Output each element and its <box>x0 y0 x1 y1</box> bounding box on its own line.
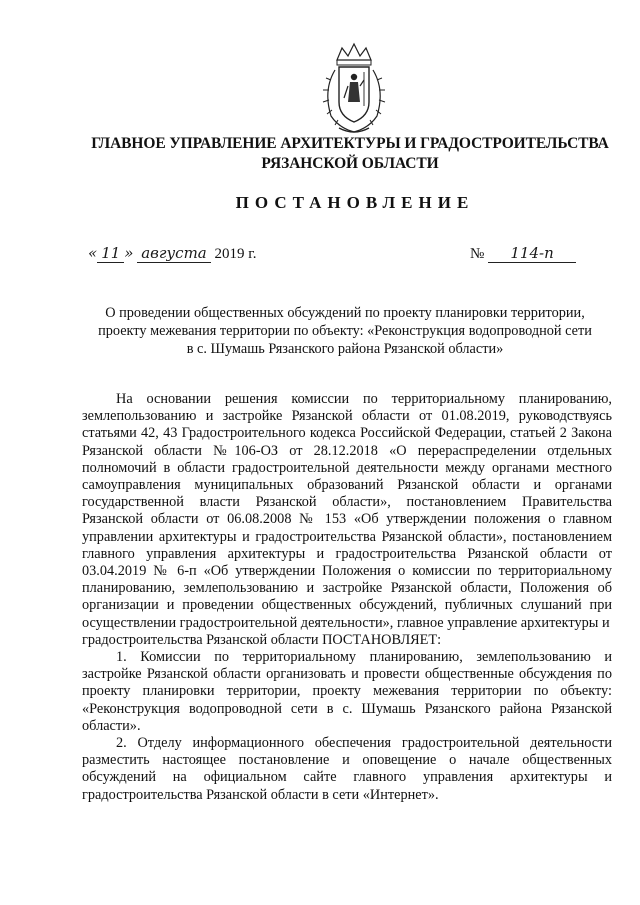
date-open-quote: « <box>88 244 98 262</box>
resolution-item-2: 2. Отделу информационного обеспечения градостроительной деятельности разместить настоящее постановление и оповещение о начале общественных обсуждений на официальном сайте главного управления архитектуры и градостроительства Рязанской области в сети «Интернет». <box>82 735 612 803</box>
ryazan-coat-of-arms-icon <box>309 40 399 140</box>
document-number <box>470 244 576 263</box>
document-body <box>82 391 612 804</box>
date-year: 2019 г. <box>214 246 257 262</box>
document-date <box>88 244 256 263</box>
subject-line-1: О проведении общественных обсуждений по проекту планировки территории, <box>105 305 585 321</box>
preamble-conclusion: градостроительства Рязанской области ПОСТАНОВЛЯЕТ: <box>82 631 442 648</box>
number-value: 114-п <box>488 244 576 263</box>
date-month: августа <box>137 244 211 263</box>
document-type-title: ПОСТАНОВЛЕНИЕ <box>235 193 475 212</box>
date-close-quote: » <box>124 244 134 262</box>
document-subject <box>80 304 610 358</box>
date-day: 11 <box>97 244 124 263</box>
subject-line-2: проекту межевания территории по объекту: «Реконструкция водопроводной сети <box>98 323 592 339</box>
number-prefix: № <box>470 246 485 262</box>
org-name-line2: РЯЗАНСКОЙ ОБЛАСТИ <box>261 155 439 172</box>
org-name-line1: ГЛАВНОЕ УПРАВЛЕНИЕ АРХИТЕКТУРЫ И ГРАДОСТРОИТЕЛЬСТВА <box>91 135 609 152</box>
preamble-paragraph: На основании решения комиссии по территориальному планированию, землепользованию и застройке Рязанской области от 01.08.2019, руководствуясь статьями 42, 43 Градостроительного кодекса Российской Федерации, статьей 2 Закона Рязанской области №106-ОЗ от 28.12.2018 «О перераспределении отдельных полномочий в области градостроительной деятельности между органами местного самоуправления муниципальных образований Рязанской области и органами государственной власти Рязанской области», постановлением Правительства Рязанской области от 06.08.2008 № 153 «Об утверждении положения о главном управлении архитектуры и градостроительства Рязанской области», постановлением главного управления архитектуры и градостроительства Рязанской области от 03.04.2019 № 6-п «Об утверждении Положения о комиссии по территориальному планированию, землепользованию и застройке Рязанской области, Положения об организации и проведении общественных обсуждений, публичных слушаний при осуществлении градостроительной деятельности», главное управление архитектуры и <box>82 391 612 631</box>
subject-line-3: в с. Шумашь Рязанского района Рязанской области» <box>186 341 504 357</box>
resolution-item-1: 1. Комиссии по территориальному планированию, землепользованию и застройке Рязанской области организовать и провести общественные обсуждения по проекту планировки территории, проекту межевания территории по объекту: «Реконструкция водопроводной сети в с. Шумашь Рязанского района Рязанской области». <box>82 649 612 734</box>
